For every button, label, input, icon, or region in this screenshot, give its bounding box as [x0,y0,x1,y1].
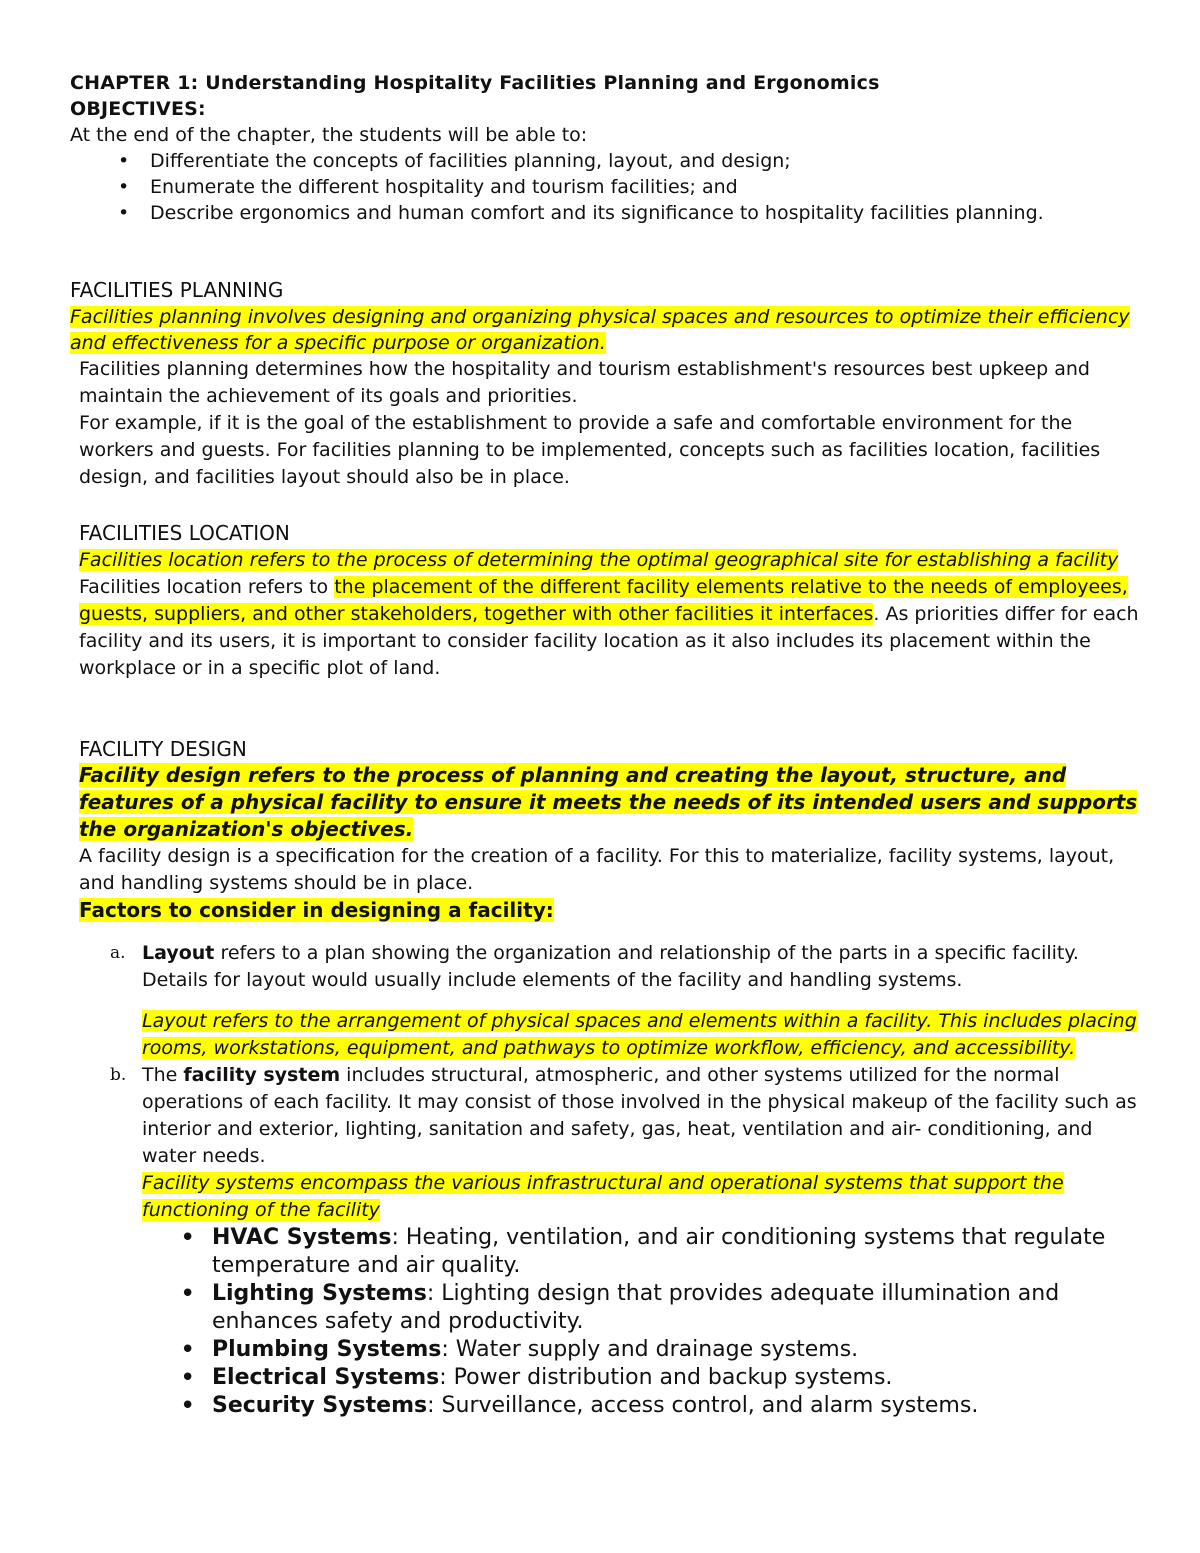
list-item: • Differentiate the concepts of facilities planning, layout, and design; [118,150,791,172]
bullet-icon: • [180,1223,196,1253]
planning-highlight: Facilities planning involves designing and organizing physical spaces and resources to optimize their efficiency and effectiveness for a specific purpose or organization. [70,306,1130,354]
list-item: b. The facility system includes structural, atmospheric, and other systems utilized for the normal operations of each facility. It may consist of those involved in the physical makeup of the facility such as interior and exterior, lighting, sanitation and safety, gas, heat, ventilation and air- conditioning, and water needs. Facility systems encompass the various infrastructural and operational systems that support the functioning of the facility [70,1062,1139,1224]
layout-highlight: Layout refers to the arrangement of physical spaces and elements within a facility. This includes placing rooms, workstations, equipment, and pathways to optimize workflow, efficiency, and accessibility. [142,1010,1137,1059]
bullet-icon: • [180,1363,196,1393]
systems-list [70,1224,1139,1420]
bullet-icon: • [118,202,130,224]
location-section [79,520,1139,682]
list-marker: b. [110,1065,127,1085]
list-item: • Security Systems: Surveillance, access control, and alarm systems. [180,1391,979,1421]
objectives-intro: At the end of the chapter, the students will be able to: [70,124,588,146]
layout-term: Layout [142,942,215,964]
planning-section [70,277,1130,491]
design-paragraph: A facility design is a specification for the creation of a facility. For this to materialize, facility systems, layout, and handling systems should be in place. [79,845,1115,894]
location-paragraph: Facilities location refers to the placement of the different facility elements relative to the needs of employees, guests, suppliers, and other stakeholders, together with other facilities it interfaces. As priorities differ for each facility and its users, it is important to consider facility location as it also includes its placement within the workplace or in a specific plot of land. [79,576,1139,679]
bullet-icon: • [180,1335,196,1365]
planning-example: For example, if it is the goal of the establishment to provide a safe and comfortable environment for the workers and guests. For facilities planning to be implemented, concepts such as facilities location, facilities design, and facilities layout should also be in place. [79,412,1101,488]
list-item: • Describe ergonomics and human comfort and its significance to hospitality facilities planning. [118,202,1044,224]
objectives-section [70,70,1130,226]
facility-system-term: facility system [183,1064,341,1086]
list-item: • Lighting Systems: Lighting design that provides adequate illumination and enhances safety and productivity. [180,1279,1060,1334]
design-section [79,736,1139,1420]
bullet-icon: • [118,150,130,172]
location-highlight: Facilities location refers to the process of determining the optimal geographical site for establishing a facility [79,549,1119,571]
list-item: • Enumerate the different hospitality and tourism facilities; and [118,176,738,198]
facility-system-highlight: Facility systems encompass the various infrastructural and operational systems that support the functioning of the facility [142,1172,1064,1221]
objectives-heading: OBJECTIVES: [70,98,206,120]
objectives-list [70,148,1130,226]
factors-heading: Factors to consider in designing a facility: [79,898,554,922]
list-item: • HVAC Systems: Heating, ventilation, and air conditioning systems that regulate temperature and air quality. [180,1223,1106,1278]
bullet-icon: • [180,1279,196,1309]
chapter-title: CHAPTER 1: Understanding Hospitality Facilities Planning and Ergonomics [70,72,880,94]
bullet-icon: • [180,1391,196,1421]
factors-list [70,940,1139,1224]
planning-paragraph: Facilities planning determines how the hospitality and tourism establishment's resources best upkeep and maintain the achievement of its goals and priorities. [79,358,1090,407]
list-item: • Electrical Systems: Power distribution and backup systems. [180,1363,893,1393]
list-item: a. Layout refers to a plan showing the organization and relationship of the parts in a specific facility. Details for layout would usually include elements of the facility and handling systems. Layout refers to the arrangement of physical spaces and elements within a facility. This includes placing rooms, workstations, equipment, and pathways to optimize workflow, efficiency, and accessibility. [70,940,1139,1062]
design-highlight: Facility design refers to the process of planning and creating the layout, structure, and features of a physical facility to ensure it meets the needs of its intended users and supports the organization's objectives. [79,763,1138,841]
location-heading: FACILITIES LOCATION [79,521,290,545]
planning-heading: FACILITIES PLANNING [70,278,284,302]
bullet-icon: • [118,176,130,198]
list-marker: a. [110,943,126,963]
design-heading: FACILITY DESIGN [79,737,247,761]
list-item: • Plumbing Systems: Water supply and drainage systems. [180,1335,859,1365]
